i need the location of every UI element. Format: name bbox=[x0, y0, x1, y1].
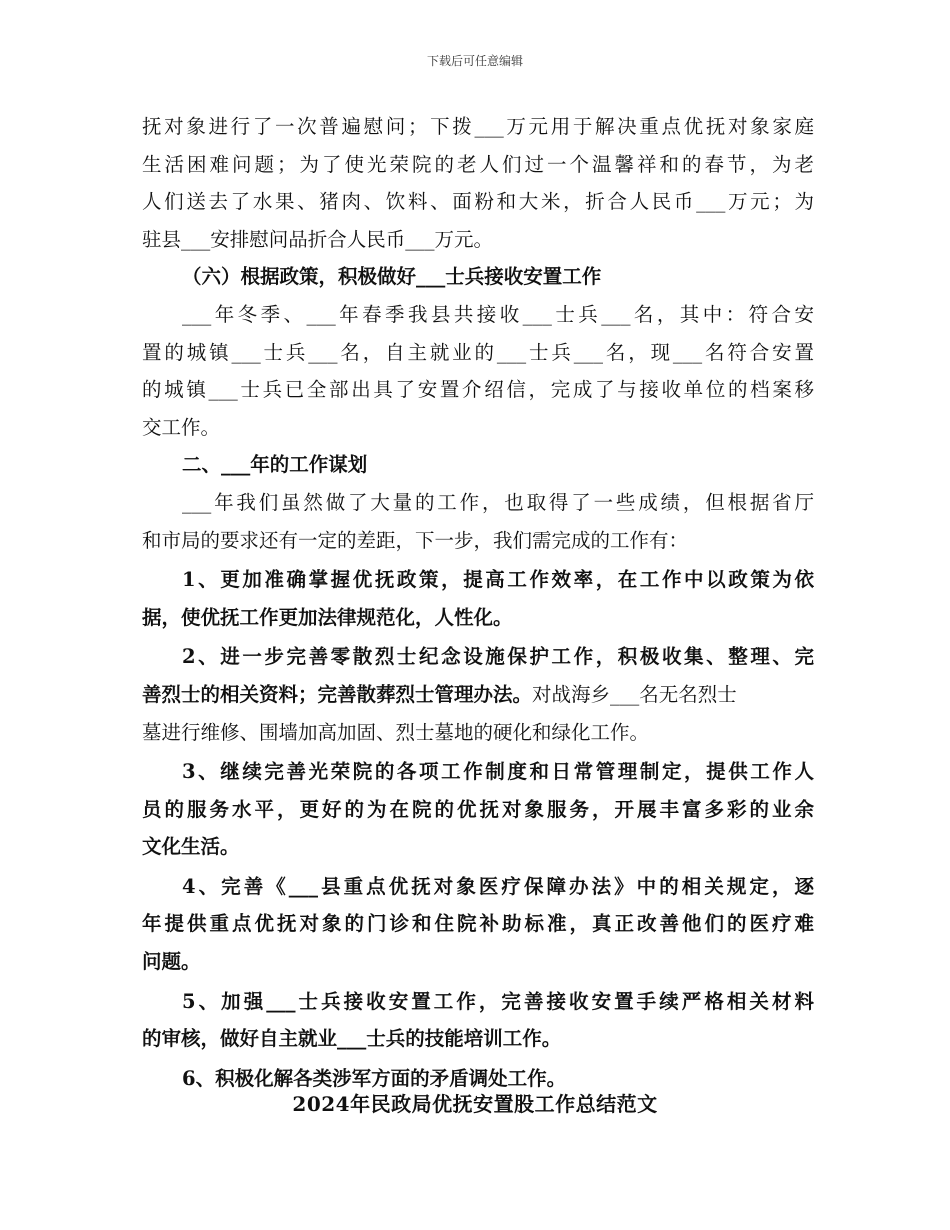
section-heading: 二、___年的工作谋划 bbox=[182, 453, 368, 477]
list-item-line: 2、进一步完善零散烈士纪念设施保护工作，积极收集、整理、完 bbox=[182, 645, 814, 669]
list-item-line bbox=[142, 676, 814, 714]
list-item-line: 的审核，做好自主就业___士兵的技能培训工作。 bbox=[142, 1027, 562, 1051]
list-item-line: 3、继续完善光荣院的各项工作制度和日常管理制定，提供工作人 bbox=[182, 760, 814, 784]
list-item-line: 年提供重点优抚对象的门诊和住院补助标准，真正改善他们的医疗难 bbox=[142, 912, 814, 936]
paragraph-line: 和市局的要求还有一定的差距，下一步，我们需完成的工作有： bbox=[142, 528, 689, 552]
paragraph-line: ___年冬季、___年春季我县共接收___士兵___名，其中：符合安 bbox=[182, 302, 814, 326]
list-item-line: 据，使优抚工作更加法律规范化，人性化。 bbox=[142, 605, 513, 629]
list-item-line: 问题。 bbox=[142, 950, 201, 974]
paragraph-line: 的城镇___士兵已全部出具了安置介绍信，完成了与接收单位的档案移 bbox=[142, 378, 814, 402]
list-item-line: 5、加强___士兵接收安置工作，完善接收安置手续严格相关材料 bbox=[182, 989, 814, 1013]
paragraph-line: 人们送去了水果、猪肉、饮料、面粉和大米，折合人民币___万元；为 bbox=[142, 190, 814, 214]
paragraph-line: 驻县___安排慰问品折合人民币___万元。 bbox=[142, 227, 494, 251]
paragraph-line: 生活困难问题；为了使光荣院的老人们过一个温馨祥和的春节，为老 bbox=[142, 152, 814, 176]
paragraph-line: 抚对象进行了一次普遍慰问；下拨___万元用于解决重点优抚对象家庭 bbox=[142, 115, 814, 138]
document-body bbox=[142, 108, 814, 1097]
section-heading: （六）根据政策，积极做好___士兵接收安置工作 bbox=[182, 265, 602, 289]
list-item-line: 员的服务水平，更好的为在院的优抚对象服务，开展丰富多彩的业余 bbox=[142, 797, 814, 821]
list-item-line: 4、完善《___县重点优抚对象医疗保障办法》中的相关规定，逐 bbox=[182, 874, 814, 898]
list-item-line: 6、积极化解各类涉军方面的矛盾调处工作。 bbox=[182, 1066, 567, 1090]
list-item-bold-text: 善烈士的相关资料；完善散葬烈士管理办法。 bbox=[142, 682, 533, 706]
paragraph-line: ___年我们虽然做了大量的工作，也取得了一些成绩，但根据省厅 bbox=[182, 490, 814, 514]
paragraph-line: 交工作。 bbox=[142, 415, 221, 439]
paragraph-line: 置的城镇___士兵___名，自主就业的___士兵___名，现___名符合安置 bbox=[142, 340, 814, 364]
page-header: 下载后可任意编辑 bbox=[426, 54, 523, 68]
list-item-line: 1、更加准确掌握优抚政策，提高工作效率，在工作中以政策为依 bbox=[182, 568, 814, 592]
list-item-line: 文化生活。 bbox=[142, 835, 240, 859]
paragraph-line: 墓进行维修、围墙加高加固、烈士墓地的硬化和绿化工作。 bbox=[142, 720, 650, 744]
list-item-normal-text: 对战海乡___名无名烈士 bbox=[532, 682, 737, 706]
document-title: 2024年民政局优抚安置股工作总结范文 bbox=[292, 1092, 658, 1116]
